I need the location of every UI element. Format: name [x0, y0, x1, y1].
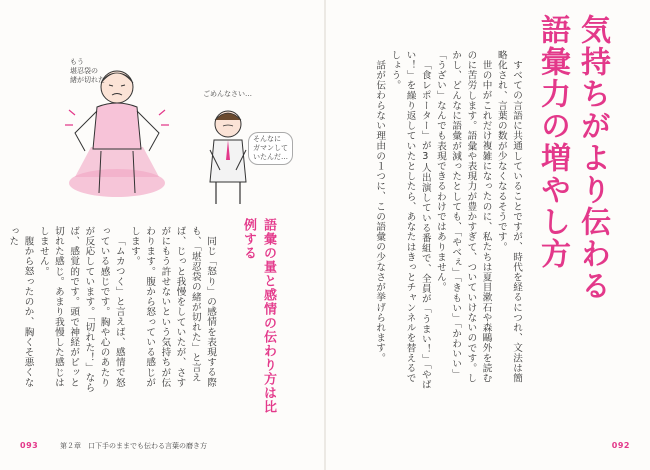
paragraph: 話が伝わらない理由の１つに、この語彙の少なさが挙げられます。 — [374, 59, 386, 363]
page-number-left: 093 — [20, 441, 39, 450]
page-number-right: 092 — [611, 441, 630, 450]
woman-speech-note: もう 堪忍袋の 緒が切れた — [70, 58, 105, 84]
section-title: 気持ちがより伝わる語彙力の増やし方 — [535, 14, 610, 302]
chapter-running-head: 第２章 口下手のままでも伝わる言葉の磨き方 — [60, 442, 207, 450]
man-speech-note: ごめんなさい… — [203, 90, 252, 98]
paragraph: すべての言語に共通していることですが、時代を経るにつれ、文法は簡略化され、言葉の数が少なくなるそうです。 — [495, 50, 522, 383]
paragraph: 腹から怒ったのか、胸くそ悪くなった — [7, 226, 34, 388]
left-page-body — [7, 226, 218, 396]
right-page-body — [284, 50, 524, 390]
subheading: 語彙の量と感情の伝わり方は比例する — [241, 218, 276, 414]
man-thought-bubble: そんなに ガマンして いたんだ… — [248, 132, 293, 165]
paragraph: 同じ「怒り」の感情を表現する際も、「堪忍袋の緒が切れた」と言えば、じっと我慢をしていたが、さすがにもう許せないという気持ちが伝わります。腹から怒っている感じがします。 — [128, 226, 216, 388]
paragraph: 世の中がこれだけ複雑になったのに、私たちは夏目漱石や森鷗外を読むのに苦労します。語彙や表現力が豊かすぎて、ついていけないのです。しかし、どんなに語彙が減ったとしても、「やべぇ」「きもい」「かわいい」「うざい」なんでも表現できるわけではありません。 — [434, 50, 492, 384]
paragraph: 「食レポーター」が3人出演している番組で、全員が「うまい！」「やばい！」を繰り返していたとしたら、あなたはきっとチャンネルを替えるでしょう。 — [389, 50, 431, 390]
paragraph: 「ムカつく」と言えば、感情で怒っている感じです。胸や心のあたりが反応しています。「切れた！」ならば、感覚的です。頭で神経がピッと切れた感じ。あまり我慢した感じはしません。 — [37, 226, 125, 393]
